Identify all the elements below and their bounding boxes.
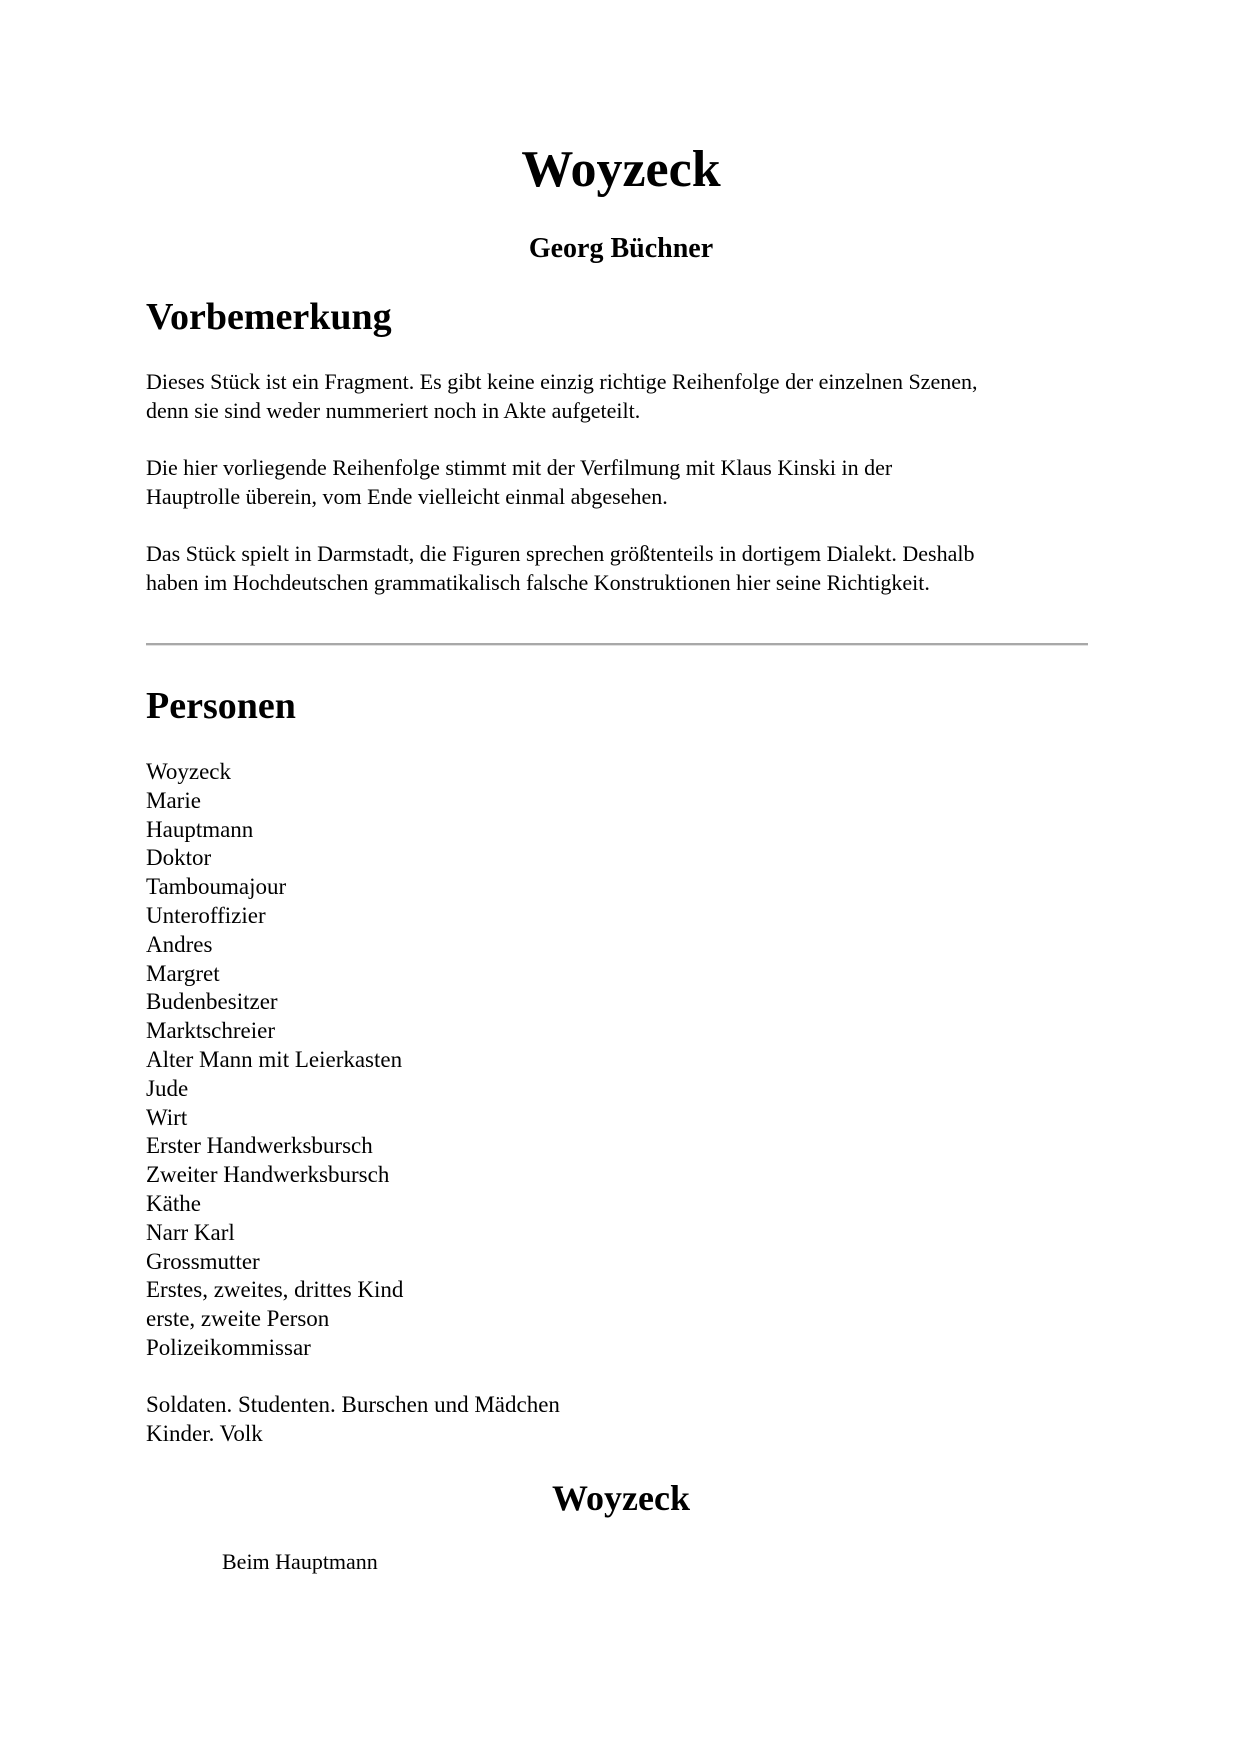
extras-line: Soldaten. Studenten. Burschen und Mädchen bbox=[146, 1392, 560, 1417]
paragraph-line: haben im Hochdeutschen grammatikalisch falsche Konstruktionen hier seine Richtigkeit. bbox=[146, 570, 930, 595]
paragraph-line: Die hier vorliegende Reihenfolge stimmt mit der Verfilmung mit Klaus Kinski in der bbox=[146, 455, 893, 480]
person-item: Käthe bbox=[146, 1190, 201, 1216]
person-item: erste, zweite Person bbox=[146, 1306, 330, 1332]
preface-heading: Vorbemerkung bbox=[146, 296, 392, 338]
person-item: Marktschreier bbox=[146, 1018, 275, 1044]
paragraph-line: denn sie sind weder nummeriert noch in Akte aufgeteilt. bbox=[146, 398, 641, 423]
preface-paragraph bbox=[146, 367, 1086, 425]
extras-line: Kinder. Volk bbox=[146, 1421, 263, 1446]
paragraph-line: Hauptrolle überein, vom Ende vielleicht einmal abgesehen. bbox=[146, 484, 668, 509]
preface-paragraph bbox=[146, 453, 1086, 511]
person-item: Budenbesitzer bbox=[146, 989, 278, 1015]
persons-heading: Personen bbox=[146, 685, 296, 727]
person-item: Alter Mann mit Leierkasten bbox=[146, 1046, 403, 1072]
scene-title: Beim Hauptmann bbox=[222, 1549, 378, 1574]
paragraph-line: Das Stück spielt in Darmstadt, die Figuren sprechen größtenteils in dortigem Dialekt. Deshalb bbox=[146, 541, 975, 566]
person-item: Grossmutter bbox=[146, 1248, 260, 1274]
person-item: Unteroffizier bbox=[146, 902, 266, 928]
person-item: Margret bbox=[146, 960, 220, 986]
play-title: Woyzeck bbox=[552, 1478, 690, 1518]
persons-list bbox=[146, 758, 403, 1363]
person-item: Andres bbox=[146, 931, 213, 957]
preface-paragraph bbox=[146, 539, 1086, 597]
person-item: Marie bbox=[146, 787, 201, 813]
person-item: Woyzeck bbox=[146, 759, 231, 784]
person-item: Jude bbox=[146, 1075, 189, 1101]
person-item: Doktor bbox=[146, 845, 212, 871]
person-item: Tamboumajour bbox=[146, 874, 287, 900]
person-item: Hauptmann bbox=[146, 816, 254, 842]
person-item: Narr Karl bbox=[146, 1219, 235, 1245]
person-item: Erster Handwerksbursch bbox=[146, 1133, 373, 1159]
person-item: Polizeikommissar bbox=[146, 1334, 311, 1360]
paragraph-line: Dieses Stück ist ein Fragment. Es gibt keine einzig richtige Reihenfolge der einzelnen Szenen, bbox=[146, 369, 978, 394]
person-item: Zweiter Handwerksbursch bbox=[146, 1162, 390, 1188]
person-item: Erstes, zweites, drittes Kind bbox=[146, 1277, 404, 1303]
document-title: Woyzeck bbox=[521, 141, 721, 198]
document-author: Georg Büchner bbox=[528, 233, 714, 264]
horizontal-rule bbox=[146, 643, 1088, 646]
persons-extras bbox=[146, 1390, 560, 1448]
person-item: Wirt bbox=[146, 1104, 188, 1130]
